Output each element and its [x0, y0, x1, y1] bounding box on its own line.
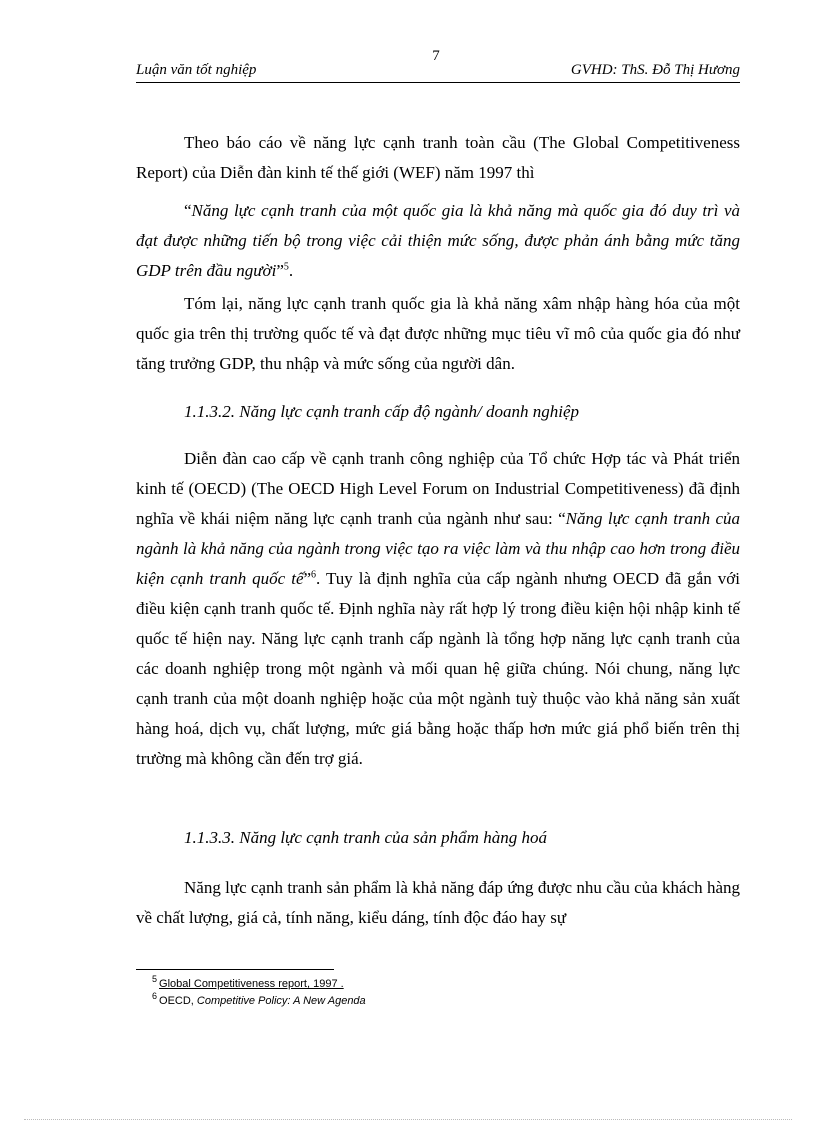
paragraph-wef-quote: “Năng lực cạnh tranh của một quốc gia là khả năng mà quốc gia đó duy trì và đạt được những tiến bộ trong việc cải thiện mức sống, được phản ánh bằng mức tăng GDP trên đầu người”$^5$.: [136, 201, 740, 280]
footnote-ref-6: 6: [311, 569, 317, 581]
paragraph-oecd: Diễn đàn cao cấp về cạnh tranh công nghiệp của Tổ chức Hợp tác và Phát triển kinh tế (OECD) (The OECD High Level Forum on Industrial Competitiveness) đã định nghĩa về khái niệm năng lực cạnh tranh của ngành như sau: “Năng lực cạnh tranh của ngành là khả năng của ngành trong việc tạo ra việc làm và thu nhập cao hơn trong điều kiện cạnh tranh quốc tế”$^6$. Tuy là định nghĩa của cấp ngành nhưng OECD đã gắn với điều kiện cạnh tranh quốc tế. Định nghĩa này rất hợp lý trong điều kiện hội nhập kinh tế quốc tế hiện nay. Năng lực cạnh tranh cấp ngành là tổng hợp năng lực cạnh tranh của các doanh nghiệp trong một ngành và mối quan hệ giữa chúng. Nói chung, năng lực cạnh tranh của một doanh nghiệp hoặc của một ngành tuỳ thuộc vào khả năng sản xuất hàng hoá, dịch vụ, chất lượng, mức giá bằng hoặc thấp hơn mức giá phổ biến trên thị trường mà không cần đến trợ giá.: [136, 449, 741, 768]
page-bottom-border: [24, 1119, 792, 1120]
page-number: 7: [432, 48, 440, 64]
wef-quote: Năng lực cạnh tranh của một quốc gia là khả năng mà quốc gia đó duy trì và đạt được những tiến bộ trong việc cải thiện mức sống, được phản ánh bằng mức tăng GDP trên đầu người: [136, 201, 740, 280]
footnote-ref-5: 5: [283, 261, 289, 273]
paragraph-summary: Tóm lại, năng lực cạnh tranh quốc gia là khả năng xâm nhập hàng hóa của một quốc gia trên thị trường quốc tế và đạt được những mục tiêu vĩ mô của quốc gia đó như tăng trưởng GDP, thu nhập và mức sống của người dân.: [136, 294, 740, 373]
footnote-6-title: Competitive Policy: A New Agenda: [196, 995, 366, 1007]
paragraph-product-competitiveness: Năng lực cạnh tranh sản phẩm là khả năng đáp ứng được nhu cầu của khách hàng về chất lượng, giá cả, tính năng, kiểu dáng, tính độc đáo hay sự: [136, 878, 740, 927]
paragraph-wef-intro: Theo báo cáo về năng lực cạnh tranh toàn cầu (The Global Competitiveness Report) của Diễn đàn kinh tế thế giới (WEF) năm 1997 thì: [136, 133, 740, 182]
page-header: [136, 62, 740, 83]
section-heading-1-1-3-2: 1.1.3.2. Năng lực cạnh tranh cấp độ ngành/ doanh nghiệp: [184, 402, 580, 421]
oecd-quote: Năng lực cạnh tranh của ngành là khả năng của ngành trong việc tạo ra việc làm và thu nhập cao hơn trong điều kiện cạnh tranh quốc tế: [136, 509, 741, 588]
footnote-5: $^5$ Global Competitiveness report, 1997 .: [152, 974, 344, 990]
footnote-5-text: Global Competitiveness report, 1997 .: [159, 978, 344, 990]
footnote-6: $^6$ OECD, Competitive Policy: A New Agenda: [152, 991, 366, 1007]
section-heading-1-1-3-3: 1.1.3.3. Năng lực cạnh tranh của sản phẩm hàng hoá: [184, 828, 547, 847]
header-thesis-label: Luận văn tốt nghiệp: [136, 62, 257, 78]
footnote-separator: [136, 969, 334, 970]
header-supervisor: GVHD: ThS. Đỗ Thị Hương: [570, 62, 740, 78]
